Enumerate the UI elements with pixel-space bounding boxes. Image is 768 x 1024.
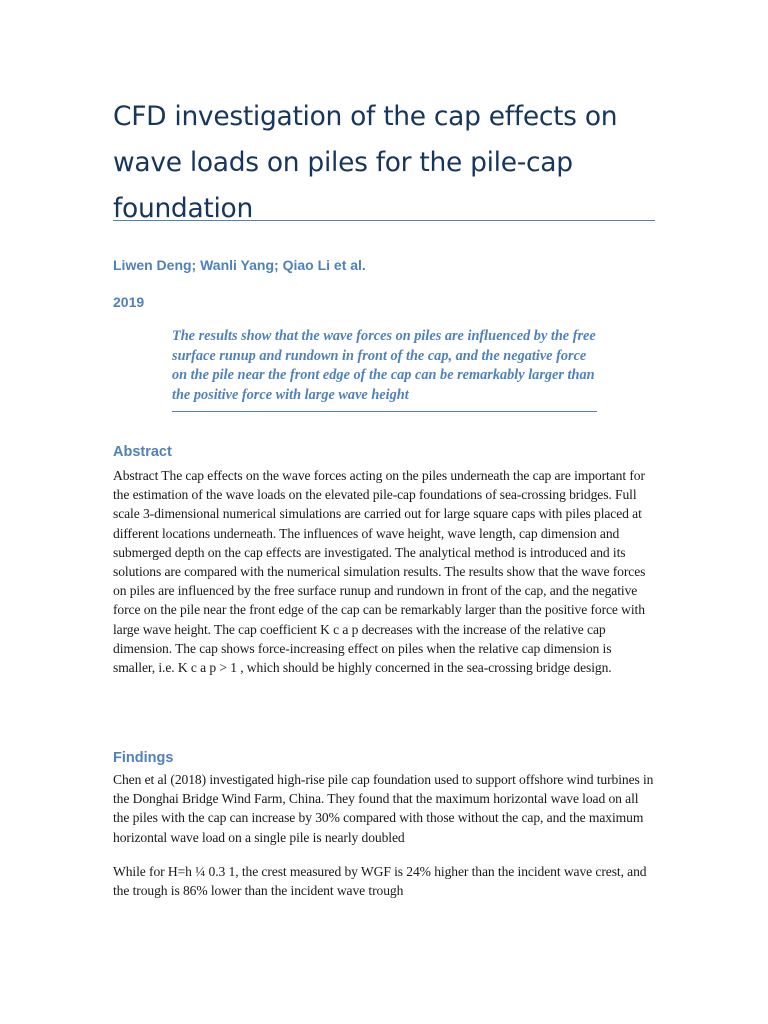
title-divider	[113, 220, 655, 221]
document-title: CFD investigation of the cap effects on wave loads on piles for the pile-cap foundation	[113, 101, 618, 224]
findings-heading: Findings	[113, 750, 174, 766]
findings-paragraph: While for H=h ¼ 0.3 1, the crest measured by WGF is 24% higher than the incident wave crest, and the trough is 86% lower than the incident wave trough	[113, 864, 647, 899]
findings-paragraph: Chen et al (2018) investigated high-rise pile cap foundation used to support offshore wind turbines in the Donghai Bridge Wind Farm, China. They found that the maximum horizontal wave load on all the piles with the cap can increase by 30% compared with those without the cap, and the maximum horizontal wave load on a single pile is nearly doubled	[113, 772, 654, 845]
publication-year: 2019	[113, 294, 145, 310]
abstract-heading: Abstract	[113, 444, 172, 460]
highlight-quote: The results show that the wave forces on piles are influenced by the free surface runup and rundown in front of the cap, and the negative force on the pile near the front edge of the cap can be remarkably larger than the positive force with large wave height	[172, 327, 597, 412]
authors: Liwen Deng; Wanli Yang; Qiao Li et al.	[113, 257, 366, 273]
abstract-body: Abstract The cap effects on the wave forces acting on the piles underneath the cap are important for the estimation of the wave loads on the elevated pile-cap foundations of sea-crossing bridges. Full scale 3-dimensional numerical simulations are carried out for large square caps with piles placed at different locations underneath. The influences of wave height, wave length, cap dimension and submerged depth on the cap effects are investigated. The analytical method is introduced and its solutions are compared with the numerical simulation results. The results show that the wave forces on piles are influenced by the free surface runup and rundown in front of the cap, and the negative force on the pile near the front edge of the cap can be remarkably larger than the positive force with large wave height. The cap coefficient K c a p decreases with the increase of the relative cap dimension. The cap shows force-increasing effect on piles when the relative cap dimension is smaller, i.e. K c a p > 1 , which should be highly concerned in the sea-crossing bridge design.	[113, 468, 646, 676]
